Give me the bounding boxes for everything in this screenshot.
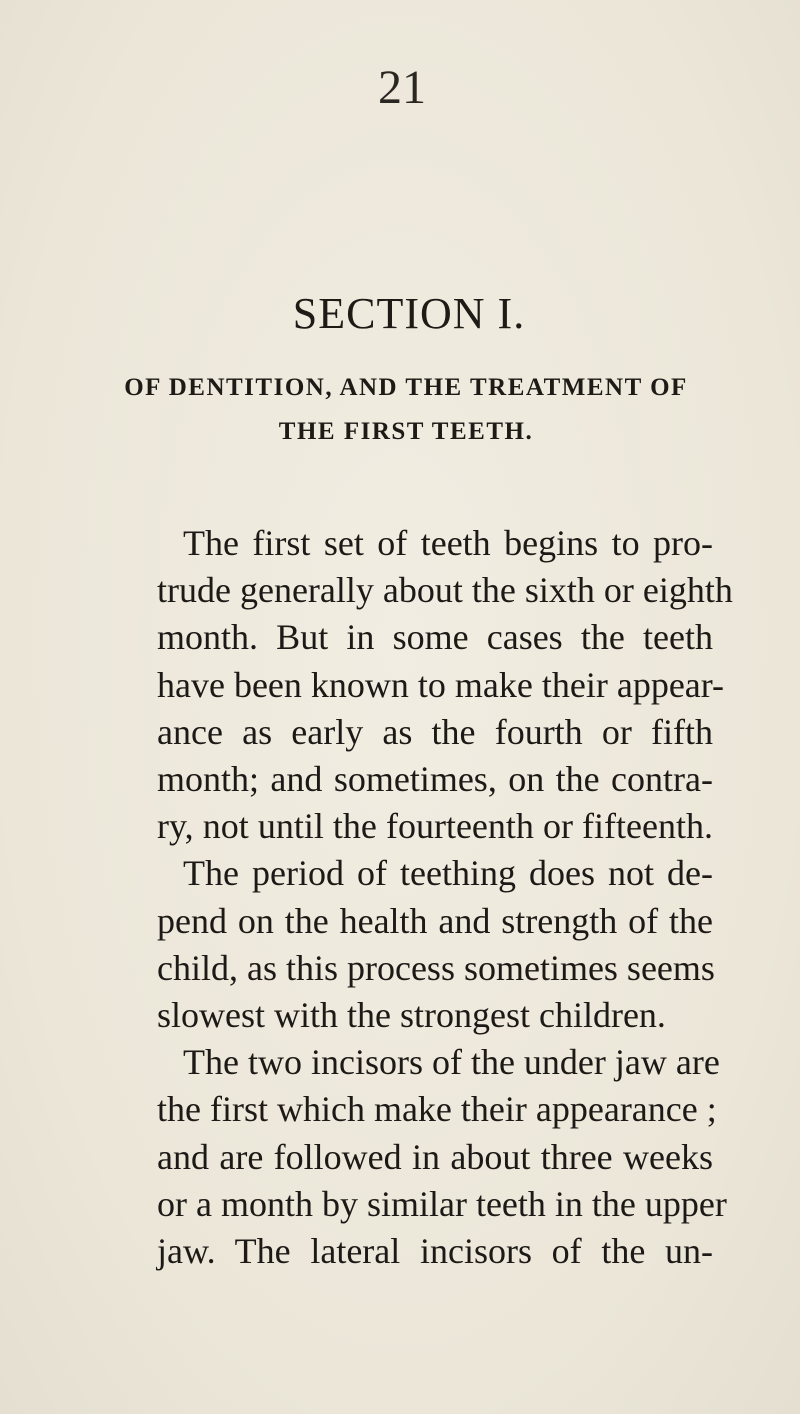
text-line: slowest with the strongest children. xyxy=(157,995,666,1036)
text-line: pend on the health and strength of the xyxy=(157,900,713,941)
text-line: the first which make their appearance ; xyxy=(157,1089,717,1130)
text-line: ance as early as the fourth or fifth xyxy=(157,711,713,752)
text-line: trude generally about the sixth or eighth xyxy=(157,570,733,611)
section-heading: SECTION I. xyxy=(292,289,526,338)
section-title xyxy=(0,366,800,454)
text-line: ry, not until the fourteenth or fifteenth. xyxy=(157,806,713,847)
text-line: jaw. The lateral incisors of the un- xyxy=(157,1231,713,1272)
text-line: child, as this process sometimes seems xyxy=(157,947,715,988)
text-line: or a month by similar teeth in the upper xyxy=(157,1183,727,1224)
text-line: The two incisors of the under jaw are xyxy=(183,1042,720,1083)
text-line: month. But in some cases the teeth xyxy=(157,617,713,658)
text-line: have been known to make their appear- xyxy=(157,664,725,705)
text-line: The first set of teeth begins to pro- xyxy=(183,523,713,563)
text-line: and are followed in about three weeks xyxy=(157,1136,713,1177)
page-number: 21 xyxy=(378,61,426,114)
section-title-line: THE FIRST TEETH. xyxy=(278,418,534,445)
text-line: month; and sometimes, on the contra- xyxy=(157,759,713,800)
section-title-line: OF DENTITION, AND THE TREATMENT OF xyxy=(124,374,688,401)
body-text xyxy=(157,520,733,1275)
text-line: The period of teething does not de- xyxy=(183,853,713,894)
